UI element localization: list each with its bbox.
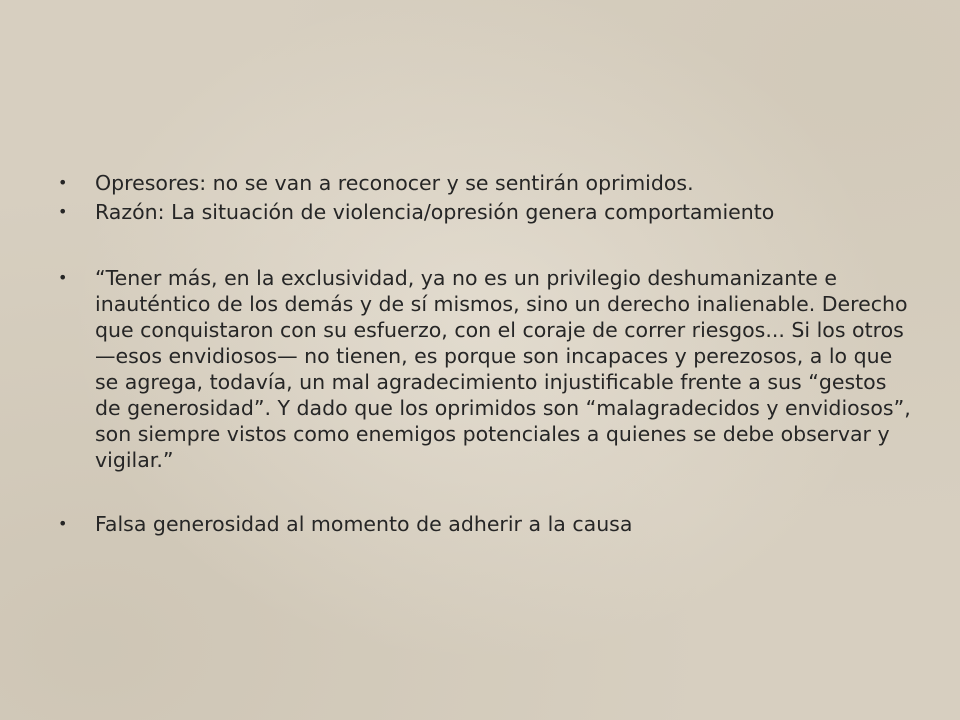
bullet-text: Falsa generosidad al momento de adherir a la causa xyxy=(95,512,633,536)
bullet-icon: • xyxy=(58,173,68,192)
bullet-icon: • xyxy=(58,202,68,221)
bullet-list xyxy=(58,170,918,537)
bullet-item-razon xyxy=(58,199,918,225)
bullet-text: Razón: La situación de violencia/opresión genera comportamiento xyxy=(95,200,775,224)
bullet-text: Opresores: no se van a reconocer y se sentirán oprimidos. xyxy=(95,171,694,195)
bullet-icon: • xyxy=(58,514,68,533)
bullet-text-quote: “Tener más, en la exclusividad, ya no es un privilegio deshumanizante e inauténtico de los demás y de sí mismos, sino un derecho inalienable. Derecho que conquistaron con su esfuerzo, con el coraje de correr riesgos... Si los otros —esos envidiosos— no tienen, es porque son incapaces y perezosos, a lo que se agrega, todavía, un mal agradecimiento injustificable frente a sus “gestos de generosidad”. Y dado que los oprimidos son “malagradecidos y envidiosos”, son siempre vistos como enemigos potenciales a quienes se debe observar y vigilar.” xyxy=(95,266,911,472)
bullet-item-quote xyxy=(58,265,918,473)
bullet-item-opresores xyxy=(58,170,918,196)
bullet-item-falsa-generosidad xyxy=(58,511,918,537)
bullet-icon: • xyxy=(58,268,68,287)
